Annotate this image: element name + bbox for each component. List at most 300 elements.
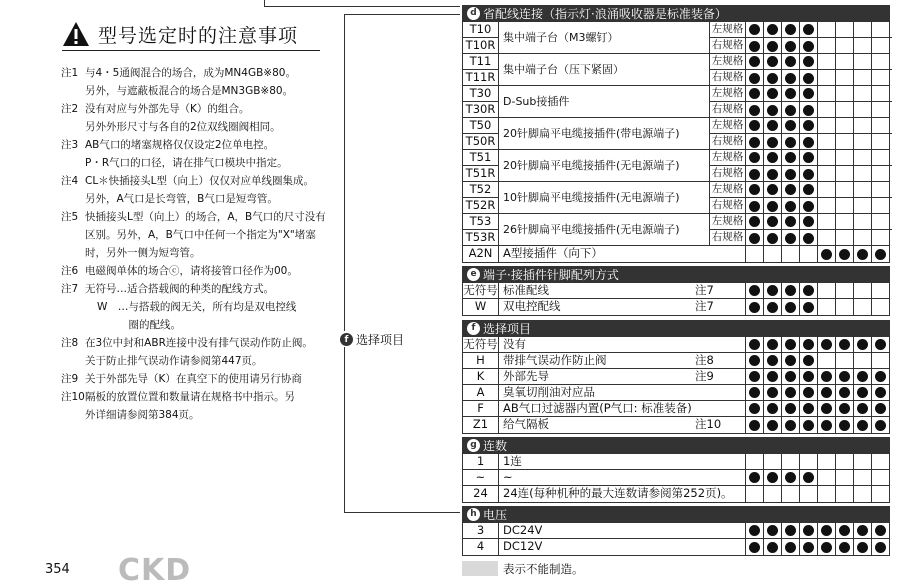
availability-cell — [871, 22, 889, 37]
availability-cell — [853, 38, 871, 54]
availability-cell — [853, 22, 871, 37]
availability-cell — [835, 486, 853, 502]
availability-cell — [781, 198, 799, 214]
available-dot — [749, 152, 760, 163]
option-code: Z1 — [463, 417, 499, 433]
option-code: F — [463, 401, 499, 416]
availability-cell — [817, 523, 835, 538]
availability-cell — [763, 230, 781, 246]
availability-cell — [853, 337, 871, 352]
availability-cell — [853, 214, 871, 229]
spec-availability — [745, 70, 889, 86]
availability-cell — [853, 539, 871, 555]
option-code: T50 — [463, 118, 499, 134]
availability-cell — [763, 283, 781, 298]
spec-availability — [745, 102, 889, 118]
available-dot — [749, 403, 760, 414]
option-note: 注9 — [695, 369, 714, 383]
availability-cell — [871, 486, 889, 502]
section-header-d — [462, 5, 890, 21]
available-dot — [767, 169, 778, 180]
availability-cell — [835, 150, 853, 165]
available-dot — [767, 56, 778, 67]
station-availability — [745, 470, 889, 485]
availability-cell — [781, 283, 799, 298]
note-text: 另外，A气口是长弯管，B气口是短弯管。 — [85, 193, 278, 205]
note-tag: 注9 — [61, 373, 79, 385]
availability-cell — [781, 523, 799, 538]
availability-cell — [745, 283, 763, 298]
spec-subrow — [709, 134, 892, 150]
availability-cell — [871, 198, 889, 214]
spec-side-label: 右规格 — [709, 134, 745, 150]
available-dot — [785, 542, 796, 553]
availability-cell — [799, 246, 817, 262]
option-desc: 双电控配线 — [503, 299, 561, 313]
availability-cell — [781, 214, 799, 229]
available-dot — [803, 371, 814, 382]
wiring-option-row — [463, 246, 889, 262]
spec-side-label: 左规格 — [709, 150, 745, 165]
availability-cell — [871, 134, 889, 150]
available-dot — [749, 542, 760, 553]
availability-cell — [799, 523, 817, 538]
available-dot — [875, 371, 886, 382]
availability-cell — [871, 150, 889, 165]
available-dot — [785, 420, 796, 431]
title-text: 型号选定时的注意事项 — [98, 24, 299, 47]
available-dot — [803, 472, 814, 483]
option-code: A2N — [463, 246, 499, 262]
available-dot — [821, 387, 832, 398]
available-dot — [785, 403, 796, 414]
availability-cell — [817, 337, 835, 352]
note-tag: 注8 — [61, 337, 79, 349]
availability-cell — [817, 299, 835, 315]
availability-cell — [835, 299, 853, 315]
option-desc: D-Sub接插件 — [503, 95, 570, 108]
spec-side-label: 右规格 — [709, 166, 745, 182]
available-dot — [785, 339, 796, 350]
available-dot — [785, 120, 796, 131]
note-text: 在3位中封和ABR连接中没有排气误动作防止阀。 — [85, 337, 313, 349]
availability-cell — [835, 198, 853, 214]
spec-subrow — [709, 166, 892, 182]
available-dot — [839, 249, 850, 260]
note-line — [61, 316, 351, 334]
available-dot — [785, 41, 796, 52]
page-number: 354 — [45, 562, 70, 577]
availability-cell — [853, 134, 871, 150]
available-dot — [785, 472, 796, 483]
option-code: T10R — [463, 38, 499, 54]
spec-availability — [745, 134, 889, 150]
available-dot — [749, 73, 760, 84]
availability-cell — [781, 102, 799, 118]
note-text: 区别。另外，A，B气口中任何一个指定为"X"堵塞 — [85, 229, 316, 241]
spec-subrow — [709, 198, 892, 214]
available-dot — [767, 73, 778, 84]
table-row — [463, 401, 889, 417]
available-dot — [839, 525, 850, 536]
section-header-f — [462, 320, 890, 336]
availability-cell — [817, 539, 835, 555]
availability-cell — [853, 470, 871, 485]
availability-cell — [745, 299, 763, 315]
availability-cell — [817, 166, 835, 182]
available-dot — [857, 339, 868, 350]
availability-cell — [781, 230, 799, 246]
availability-cell — [745, 486, 763, 502]
note-tag: 注2 — [61, 103, 79, 115]
availability-cell — [835, 182, 853, 197]
note-text: 关于外部先导（K）在真空下的使用请另行协商 — [85, 373, 302, 385]
option-code: 3 — [463, 523, 499, 538]
option-desc: A型接插件（向下） — [503, 246, 603, 260]
availability-cell — [817, 214, 835, 229]
availability-cell — [799, 134, 817, 150]
available-dot — [767, 302, 778, 313]
availability-cell — [781, 385, 799, 400]
note-line — [61, 154, 351, 172]
connector-line — [344, 14, 460, 15]
availability-cell — [799, 102, 817, 118]
availability-cell — [835, 283, 853, 298]
select-items-text: 选择项目 — [356, 333, 405, 347]
availability-cell — [871, 337, 889, 352]
availability-cell — [745, 102, 763, 118]
spec-subrow — [709, 230, 892, 246]
available-dot — [857, 525, 868, 536]
availability-cell — [763, 401, 781, 416]
option-code: T52 — [463, 182, 499, 198]
available-dot — [785, 105, 796, 116]
available-dot — [875, 420, 886, 431]
table-row — [463, 454, 889, 470]
available-dot — [749, 105, 760, 116]
available-dot — [767, 355, 778, 366]
availability-cell — [763, 86, 781, 101]
availability-cell — [799, 182, 817, 197]
spec-side-label: 左规格 — [709, 86, 745, 101]
available-dot — [875, 249, 886, 260]
available-dot — [821, 339, 832, 350]
available-dot — [749, 302, 760, 313]
availability-cell — [853, 353, 871, 368]
available-dot — [839, 420, 850, 431]
spec-subrow — [709, 22, 892, 38]
availability-cell — [871, 353, 889, 368]
availability-cell — [853, 54, 871, 69]
e-availability — [745, 299, 889, 315]
note-tag: 注6 — [61, 265, 79, 277]
available-dot — [749, 472, 760, 483]
availability-cell — [817, 353, 835, 368]
available-dot — [821, 420, 832, 431]
availability-cell — [745, 230, 763, 246]
voltage-table — [462, 522, 890, 556]
option-desc: 10针脚扁平电缆接插件(无电源端子) — [503, 191, 680, 204]
note-tag: 注4 — [61, 175, 79, 187]
section-badge: h — [467, 508, 480, 521]
availability-cell — [799, 385, 817, 400]
a2n-availability — [745, 246, 889, 262]
availability-cell — [871, 401, 889, 416]
f-availability — [745, 401, 889, 416]
spec-subrow — [709, 150, 892, 166]
available-dot — [767, 216, 778, 227]
availability-cell — [871, 246, 889, 262]
note-tag: 注1 — [61, 67, 79, 79]
available-dot — [749, 233, 760, 244]
available-dot — [785, 201, 796, 212]
availability-cell — [781, 182, 799, 197]
available-dot — [803, 216, 814, 227]
option-code: W — [463, 299, 499, 315]
availability-cell — [763, 54, 781, 69]
option-code: ~ — [463, 470, 499, 485]
station-availability — [745, 486, 889, 502]
availability-cell — [745, 134, 763, 150]
available-dot — [749, 24, 760, 35]
availability-cell — [799, 337, 817, 352]
availability-cell — [835, 118, 853, 133]
available-dot — [821, 403, 832, 414]
spec-availability — [745, 38, 889, 54]
available-dot — [785, 216, 796, 227]
note-text: 关于防止排气误动作请参阅第447页。 — [85, 355, 263, 367]
available-dot — [875, 403, 886, 414]
available-dot — [803, 105, 814, 116]
availability-cell — [799, 401, 817, 416]
spec-availability — [745, 230, 889, 246]
note-text: AB气口的堵塞规格仅仅设定2位单电控。 — [85, 139, 275, 151]
available-dot — [767, 152, 778, 163]
spec-side-label: 左规格 — [709, 118, 745, 133]
available-dot — [767, 120, 778, 131]
availability-cell — [871, 230, 889, 246]
brand-logo: CKD — [118, 553, 192, 588]
spec-subrow — [709, 70, 892, 86]
options-table — [462, 336, 890, 434]
option-desc: 臭氧切削油对应品 — [503, 385, 595, 399]
legend-text: 表示不能制造。 — [503, 562, 584, 576]
spec-availability — [745, 22, 889, 37]
availability-cell — [817, 150, 835, 165]
available-dot — [749, 285, 760, 296]
availability-cell — [763, 454, 781, 469]
available-dot — [857, 387, 868, 398]
spec-subrow — [709, 118, 892, 134]
availability-cell — [853, 454, 871, 469]
availability-cell — [817, 246, 835, 262]
spec-subrow — [709, 38, 892, 54]
availability-cell — [853, 118, 871, 133]
availability-cell — [763, 385, 781, 400]
availability-cell — [781, 118, 799, 133]
available-dot — [749, 201, 760, 212]
availability-cell — [871, 86, 889, 101]
option-code: T53 — [463, 214, 499, 230]
availability-cell — [871, 70, 889, 86]
availability-cell — [835, 54, 853, 69]
section-title: 省配线连接（指示灯·浪涌吸收器是标准装备） — [483, 6, 727, 21]
option-code: A — [463, 385, 499, 400]
available-dot — [767, 371, 778, 382]
available-dot — [803, 420, 814, 431]
available-dot — [767, 420, 778, 431]
availability-cell — [763, 182, 781, 197]
availability-cell — [871, 454, 889, 469]
availability-cell — [799, 369, 817, 384]
available-dot — [767, 285, 778, 296]
spec-side-label: 右规格 — [709, 198, 745, 214]
availability-cell — [781, 22, 799, 37]
availability-cell — [871, 102, 889, 118]
available-dot — [749, 420, 760, 431]
availability-cell — [763, 523, 781, 538]
available-dot — [803, 201, 814, 212]
available-dot — [785, 137, 796, 148]
availability-cell — [871, 523, 889, 538]
available-dot — [749, 137, 760, 148]
note-tag: 注3 — [61, 139, 79, 151]
note-text: W …与搭载的阀无关，所有均是双电控线 — [97, 301, 297, 313]
availability-cell — [763, 486, 781, 502]
option-code: T10 — [463, 22, 499, 38]
note-line — [61, 406, 351, 424]
option-desc: 集中端子台（M3螺钉） — [503, 31, 619, 44]
availability-cell — [763, 134, 781, 150]
table-row — [463, 486, 889, 502]
available-dot — [803, 525, 814, 536]
availability-cell — [763, 539, 781, 555]
option-code: K — [463, 369, 499, 384]
option-code: T30 — [463, 86, 499, 102]
wiring-option-row — [463, 182, 889, 214]
availability-cell — [871, 283, 889, 298]
option-note: 注10 — [695, 417, 722, 431]
option-code: T52R — [463, 198, 499, 214]
spec-availability — [745, 182, 889, 197]
availability-cell — [745, 150, 763, 165]
option-code: H — [463, 353, 499, 368]
availability-cell — [781, 454, 799, 469]
availability-cell — [799, 283, 817, 298]
available-dot — [749, 371, 760, 382]
wiring-option-row — [463, 22, 889, 54]
availability-cell — [763, 246, 781, 262]
availability-cell — [781, 134, 799, 150]
available-dot — [857, 403, 868, 414]
note-line — [61, 136, 351, 154]
available-dot — [803, 56, 814, 67]
option-code: 无符号 — [463, 337, 498, 351]
availability-cell — [853, 166, 871, 182]
station-count-table — [462, 453, 890, 503]
wiring-option-row — [463, 118, 889, 150]
section-badge: f — [467, 322, 480, 335]
availability-cell — [817, 230, 835, 246]
note-text: 电磁阀单体的场合ⓒ，请将接管口径作为00。 — [85, 265, 298, 277]
available-dot — [749, 339, 760, 350]
available-dot — [803, 339, 814, 350]
option-desc: 没有 — [503, 337, 526, 351]
availability-cell — [817, 102, 835, 118]
note-text: 隔板的放置位置和数量请在规格书中指示。另 — [85, 391, 295, 403]
option-note: 注8 — [695, 353, 714, 367]
pin-layout-table — [462, 282, 890, 316]
availability-cell — [781, 337, 799, 352]
note-text: 与4・5通阀混合的场合，成为MN4GB※80。 — [85, 67, 296, 79]
option-code: T51R — [463, 166, 499, 182]
availability-cell — [745, 246, 763, 262]
available-dot — [821, 542, 832, 553]
availability-cell — [871, 369, 889, 384]
option-code: T30R — [463, 102, 499, 118]
availability-cell — [799, 230, 817, 246]
note-text: 外详细请参阅第384页。 — [85, 409, 200, 421]
availability-cell — [853, 102, 871, 118]
available-dot — [821, 249, 832, 260]
spec-availability — [745, 198, 889, 214]
f-availability — [745, 337, 889, 352]
note-line — [61, 244, 351, 262]
connector-line — [264, 6, 460, 7]
available-dot — [749, 525, 760, 536]
note-line — [61, 190, 351, 208]
available-dot — [875, 387, 886, 398]
available-dot — [803, 73, 814, 84]
availability-cell — [763, 166, 781, 182]
available-dot — [857, 542, 868, 553]
note-line — [61, 280, 351, 298]
available-dot — [785, 152, 796, 163]
wiring-table — [462, 21, 890, 263]
available-dot — [767, 41, 778, 52]
availability-cell — [835, 246, 853, 262]
table-row — [463, 337, 889, 353]
section-title: 端子·接插件针脚配列方式 — [483, 267, 619, 282]
note-tag: 注10 — [61, 391, 85, 403]
note-line — [61, 334, 351, 352]
availability-cell — [781, 246, 799, 262]
availability-cell — [835, 22, 853, 37]
note-text: 时，另外一侧为短弯管。 — [85, 247, 201, 259]
spec-subrow — [709, 54, 892, 70]
section-title: 选择项目 — [483, 321, 532, 336]
availability-cell — [799, 86, 817, 101]
availability-cell — [745, 214, 763, 229]
warning-icon — [62, 21, 90, 47]
available-dot — [749, 169, 760, 180]
option-code: T51 — [463, 150, 499, 166]
note-text: 另外，与遮蔽板混合的场合是MN3GB※80。 — [85, 85, 294, 97]
e-availability — [745, 283, 889, 298]
availability-cell — [817, 283, 835, 298]
available-dot — [785, 184, 796, 195]
availability-cell — [745, 166, 763, 182]
connector-line — [344, 512, 460, 513]
option-code: T50R — [463, 134, 499, 150]
availability-cell — [745, 385, 763, 400]
available-dot — [803, 233, 814, 244]
available-dot — [803, 355, 814, 366]
availability-cell — [871, 54, 889, 69]
available-dot — [749, 120, 760, 131]
option-desc: 1连 — [503, 454, 522, 468]
available-dot — [767, 233, 778, 244]
